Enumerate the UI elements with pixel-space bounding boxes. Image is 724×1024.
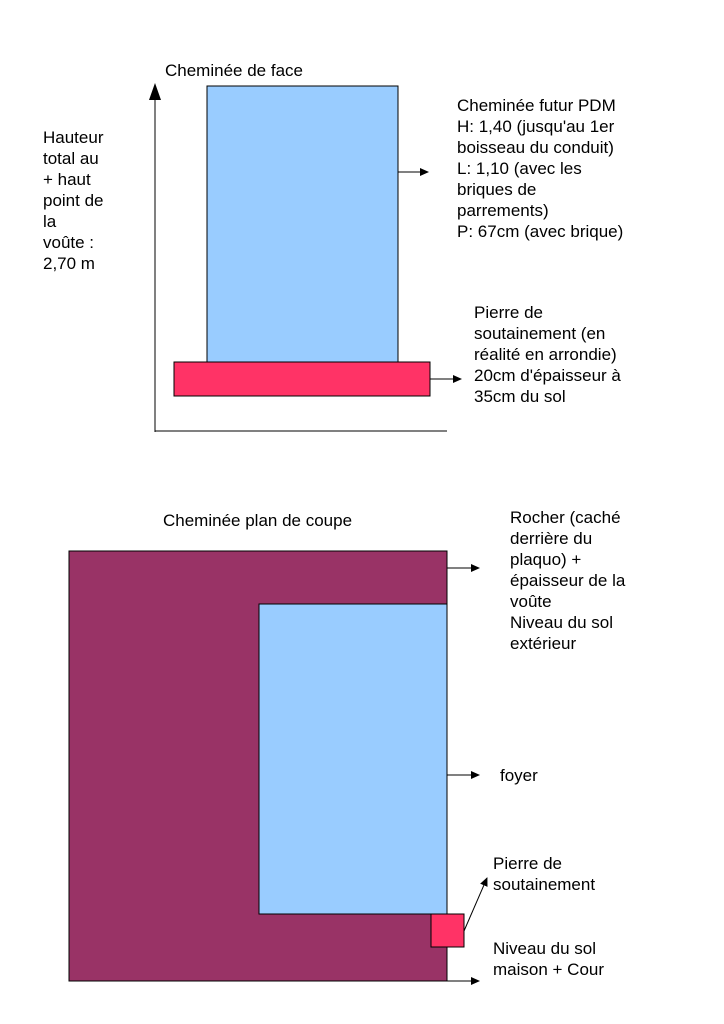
- section-view-title: Cheminée plan de coupe: [163, 511, 353, 530]
- height-note-line: la: [43, 212, 57, 231]
- front-stone-note-line: soutainement (en: [474, 324, 606, 343]
- section-stone-note-line: Pierre de: [493, 854, 562, 873]
- support-stone-front-block: [174, 362, 430, 396]
- rock-note-line: voûte: [510, 592, 552, 611]
- height-note-line: + haut: [43, 170, 91, 189]
- rock-note-line: extérieur: [510, 634, 577, 653]
- section-stone-note-line: soutainement: [493, 875, 596, 894]
- front-stone-note-line: 20cm d'épaisseur à: [474, 366, 621, 385]
- chimney-front-block: [207, 86, 398, 362]
- rock-note-line: Niveau du sol: [510, 613, 614, 632]
- height-note-line: point de: [43, 191, 104, 210]
- rock-note-line: Rocher (caché: [510, 508, 621, 527]
- height-note-line: total au: [43, 149, 99, 168]
- height-note-line: 2,70 m: [43, 254, 95, 273]
- front-stone-note-line: Pierre de: [474, 303, 543, 322]
- rock-note: [510, 507, 625, 654]
- height-note-line: voûte :: [43, 233, 95, 252]
- front-view-title: Cheminée de face: [165, 61, 303, 80]
- rock-note-line: plaquo) +: [510, 550, 582, 569]
- chimney-note-line: parrements): [457, 201, 549, 220]
- floor-note: [493, 938, 604, 980]
- section-stone-note: [493, 853, 595, 895]
- chimney-note-line: H: 1,40 (jusqu'au 1er: [457, 117, 615, 136]
- stone-section-note-arrow: [464, 878, 487, 931]
- front-stone-note-line: 35cm du sol: [474, 387, 566, 406]
- floor-note-line: Niveau du sol: [493, 939, 597, 958]
- front-stone-note-line: réalité en arrondie): [474, 345, 617, 364]
- rock-note-line: épaisseur de la: [510, 571, 626, 590]
- rock-note-line: derrière du: [510, 529, 593, 548]
- front-view: [149, 83, 461, 432]
- height-note: [43, 127, 104, 274]
- chimney-note-line: L: 1,10 (avec les: [457, 159, 582, 178]
- front-stone-note: [474, 302, 621, 407]
- hearth-note: [500, 765, 538, 786]
- chimney-note-line: P: 67cm (avec brique): [457, 222, 624, 241]
- chimney-note-line: Cheminée futur PDM: [457, 96, 616, 115]
- section-view: [69, 551, 487, 981]
- hearth-section-block: [259, 604, 447, 914]
- floor-note-line: maison + Cour: [493, 960, 605, 979]
- chimney-note-line: boisseau du conduit): [457, 138, 614, 157]
- chimney-note: [457, 95, 623, 242]
- chimney-note-line: briques de: [457, 180, 537, 199]
- support-stone-section-block: [431, 914, 464, 947]
- vertical-axis-arrow: [149, 83, 161, 100]
- height-note-line: Hauteur: [43, 128, 104, 147]
- hearth-note-line: foyer: [500, 766, 538, 785]
